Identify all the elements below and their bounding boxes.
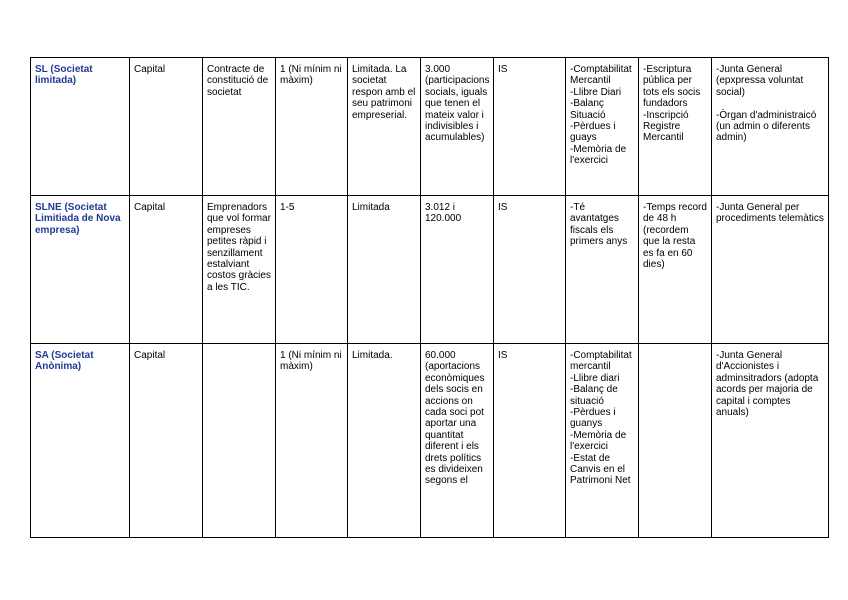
table-row xyxy=(31,344,829,538)
cell-procedures: -Temps record de 48 h (recordem que la resta es fa en 60 dies) xyxy=(639,196,712,344)
cell-min-capital: 3.012 i 120.000 xyxy=(421,196,494,344)
cell-obligations: -Comptabilitat Mercantil -Llibre Diari -Balanç Situació -Pèrdues i guays -Memòria de l'exercici xyxy=(566,58,639,196)
table-row xyxy=(31,196,829,344)
cell-partners: 1 (Ni mínim ni màxim) xyxy=(276,344,348,538)
cell-partners: 1 (Ni mínim ni màxim) xyxy=(276,58,348,196)
cell-min-capital: 60.000 (aportacions econòmiques dels socis en accions on cada soci pot aportar una quantitat diferent i els drets polítics es divideixen segons el xyxy=(421,344,494,538)
cell-procedures: -Escriptura pública per tots els socis fundadors -Inscripció Registre Mercantil xyxy=(639,58,712,196)
cell-type: SA (Societat Anònima) xyxy=(31,344,130,538)
cell-capital: Capital xyxy=(130,196,203,344)
cell-liability: Limitada. xyxy=(348,344,421,538)
company-types-table xyxy=(30,57,829,538)
cell-description: Emprenadors que vol formar empreses petites ràpid i senzillament estalviant costos gràcies a les TIC. xyxy=(203,196,276,344)
cell-obligations: -Té avantatges fiscals els primers anys xyxy=(566,196,639,344)
cell-capital: Capital xyxy=(130,344,203,538)
cell-tax: IS xyxy=(494,344,566,538)
cell-liability: Limitada. La societat respon amb el seu patrimoni empreserial. xyxy=(348,58,421,196)
cell-description xyxy=(203,344,276,538)
cell-procedures xyxy=(639,344,712,538)
cell-tax: IS xyxy=(494,196,566,344)
table-row xyxy=(31,58,829,196)
cell-type: SL (Societat limitada) xyxy=(31,58,130,196)
cell-bodies: -Junta General d'Accionistes i adminsitradors (adopta acords per majoria de capital i comptes anuals) xyxy=(712,344,829,538)
cell-min-capital: 3.000 (participacions socials, iguals que tenen el mateix valor i indivisibles i acumulables) xyxy=(421,58,494,196)
cell-description: Contracte de constitució de societat xyxy=(203,58,276,196)
cell-tax: IS xyxy=(494,58,566,196)
cell-bodies: -Junta General (epxpressa voluntat social) -Òrgan d'administraicó (un admin o diferents admin) xyxy=(712,58,829,196)
cell-capital: Capital xyxy=(130,58,203,196)
cell-type: SLNE (Societat Limitiada de Nova empresa) xyxy=(31,196,130,344)
cell-liability: Limitada xyxy=(348,196,421,344)
cell-bodies: -Junta General per procediments telemàtics xyxy=(712,196,829,344)
cell-obligations: -Comptabilitat mercantil -Llibre diari -Balanç de situació -Pèrdues i guanys -Memòria de l'exercici -Estat de Canvis en el Patrimoni Net xyxy=(566,344,639,538)
cell-partners: 1-5 xyxy=(276,196,348,344)
